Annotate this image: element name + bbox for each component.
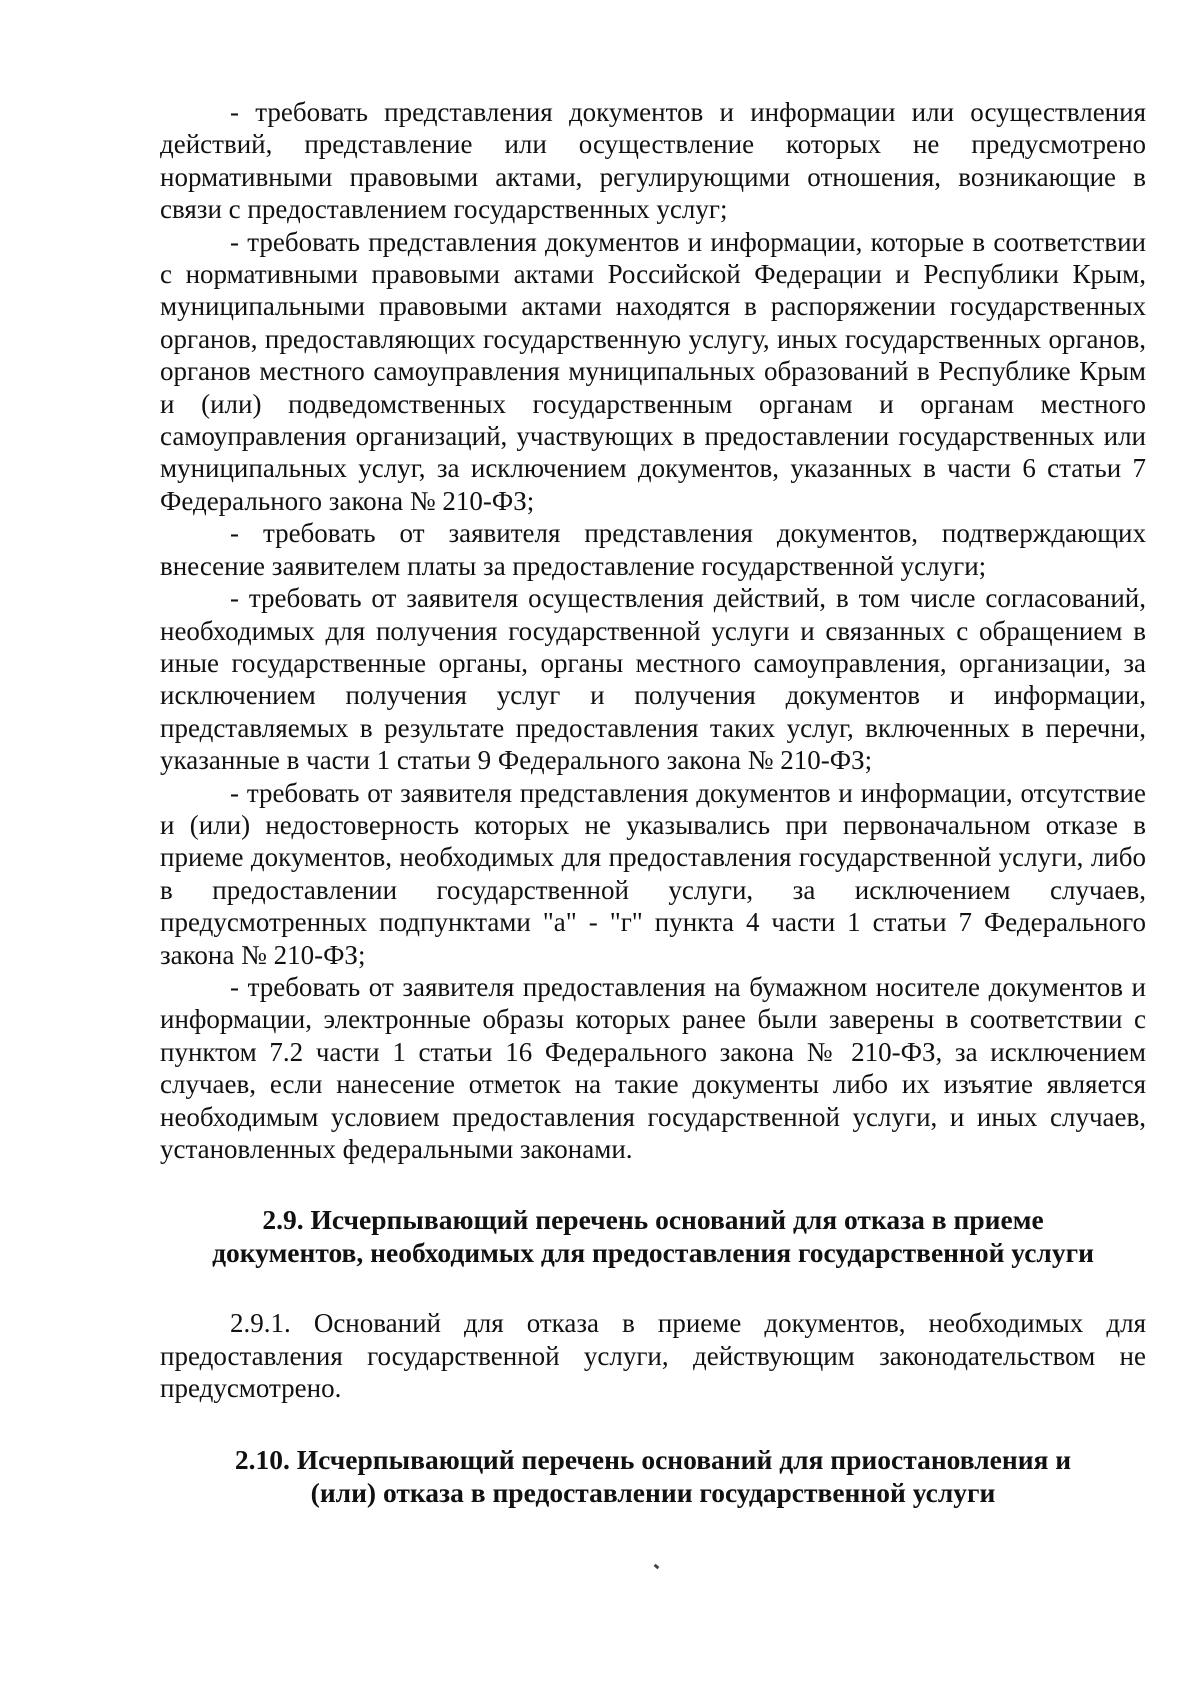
section-heading-2-9-line-1: 2.9. Исчерпывающий перечень оснований для отказа в приеме: [262, 1204, 1044, 1236]
section-heading-2-10-line-1: 2.10. Исчерпывающий перечень оснований для приостановления и: [234, 1443, 1072, 1475]
section-heading-2-9-line-2: документов, необходимых для предоставления государственной услуги: [212, 1237, 1094, 1269]
document-page: [160, 96, 1146, 1509]
paragraph-bullet-5: - требовать от заявителя представления документов и информации, отсутствие и (или) недостоверность которых не указывались при первоначальном отказе в приеме документов, необходимых для предоставления государственной услуги, либо в предоставлении государственной услуги, за исключением случаев, предусмотренных подпунктами "а" - "г" пункта 4 части 1 статьи 7 Федерального закона № 210-ФЗ;: [160, 777, 1146, 970]
paragraph-bullet-2: - требовать представления документов и информации, которые в соответствии с нормативными правовыми актами Российской Федерации и Республики Крым, муниципальными правовыми актами находятся в распоряжении государственных органов, предоставляющих государственную услугу, иных государственных органов, органов местного самоуправления муниципальных образований в Республике Крым и (или) подведомственных государственным органам и органам местного самоуправления организаций, участвующих в предоставлении государственных или муниципальных услуг, за исключением документов, указанных в части 6 статьи 7 Федерального закона № 210-ФЗ;: [160, 226, 1146, 516]
section-heading-2-10-line-2: (или) отказа в предоставлении государственной услуги: [310, 1476, 996, 1508]
paragraph-bullet-1: - требовать представления документов и информации или осуществления действий, представление или осуществление которых не предусмотрено нормативными правовыми актами, регулирующими отношения, возникающие в связи с предоставлением государственных услуг;: [160, 97, 1146, 225]
section-heading-2-9: [160, 1203, 1146, 1269]
paragraph-bullet-3: - требовать от заявителя представления документов, подтверждающих внесение заявителем платы за предоставление государственной услуги;: [160, 518, 1146, 581]
paragraph-bullet-4: - требовать от заявителя осуществления действий, в том числе согласований, необходимых для получения государственной услуги и связанных с обращением в иные государственные органы, органы местного самоуправления, организации, за исключением получения услуг и получения документов и информации, представляемых в результате предоставления таких услуг, включенных в перечни, указанные в части 1 статьи 9 Федерального закона № 210-ФЗ;: [160, 583, 1146, 776]
section-heading-2-10: [160, 1443, 1146, 1509]
paragraph-bullet-6: - требовать от заявителя предоставления на бумажном носителе документов и информации, электронные образы которых ранее были заверены в соответствии с пунктом 7.2 части 1 статьи 16 Федерального закона № 210-ФЗ, за исключением случаев, если нанесение отметок на такие документы либо их изъятие является необходимым условием предоставления государственной услуги, и иных случаев, установленных федеральными законами.: [160, 971, 1146, 1164]
paragraph-2-9-1: 2.9.1. Оснований для отказа в приеме документов, необходимых для предоставления государственной услуги, действующим законодательством не предусмотрено.: [160, 1308, 1146, 1404]
scan-speck: [654, 1564, 660, 1570]
